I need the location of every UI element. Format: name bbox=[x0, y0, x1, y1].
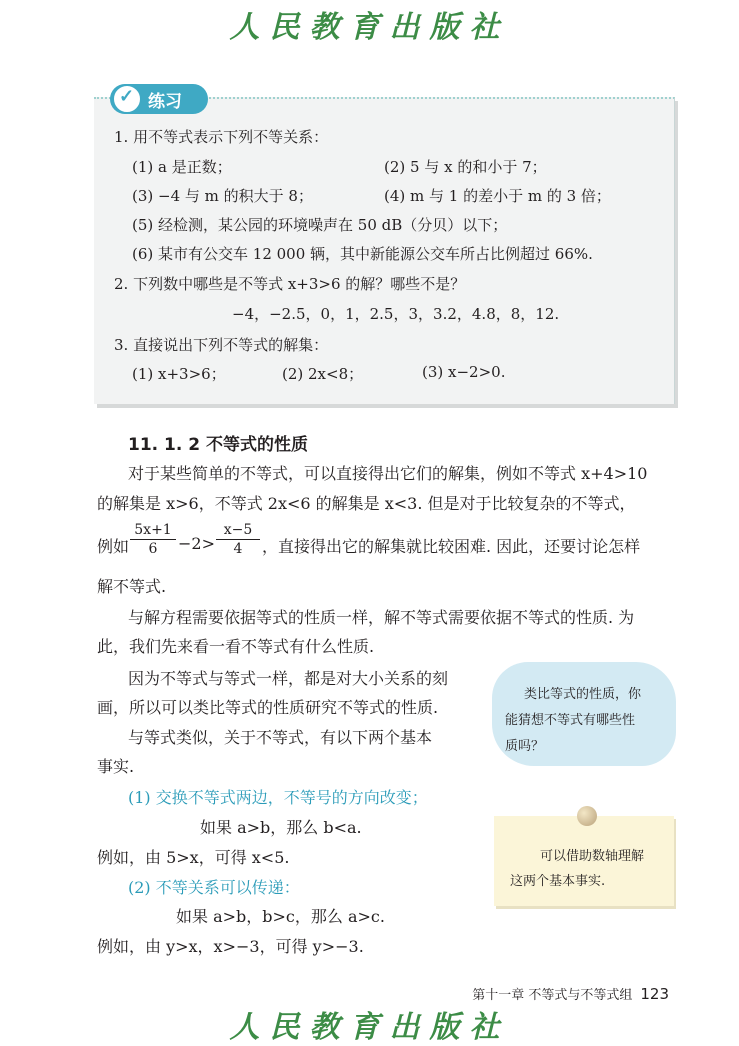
para4-line1: 与等式类似，关于不等式，有以下两个基本 bbox=[128, 728, 433, 747]
fraction-2-numerator: x−5 bbox=[223, 522, 253, 538]
fact1-label: (1) bbox=[128, 788, 156, 807]
fraction-1 bbox=[130, 522, 176, 557]
page-number: 123 bbox=[640, 985, 669, 1003]
exercise-q1-4: (4) m 与 1 的差小于 m 的 3 倍； bbox=[384, 187, 611, 205]
exercise-q3-2: (2) 2x<8； bbox=[282, 365, 364, 383]
fact2-example: 例如，由 y>x，x>−3，可得 y>−3. bbox=[97, 937, 364, 956]
sticky-note-line1: 可以借助数轴理解 bbox=[540, 849, 645, 864]
fact2-formula: 如果 a>b，b>c，那么 a>c. bbox=[176, 907, 385, 926]
para1-line1: 对于某些简单的不等式，可以直接得出它们的解集，例如不等式 x+4>10 bbox=[128, 464, 648, 483]
publisher-logo-bottom: 人民教育出版社 bbox=[229, 1010, 510, 1045]
exercise-q1-1: (1) a 是正数； bbox=[132, 158, 232, 176]
fraction-2 bbox=[216, 522, 260, 557]
exercise-q2: 2. 下列数中哪些是不等式 x+3>6 的解？哪些不是？ bbox=[114, 275, 466, 293]
section-heading: 11. 1. 2 不等式的性质 bbox=[128, 435, 308, 455]
inequality-middle: −2> bbox=[178, 534, 215, 553]
fact2-text: 不等关系可以传递： bbox=[155, 878, 300, 897]
exercise-q1-6: (6) 某市有公交车 12 000 辆，其中新能源公交车所占比例超过 66%. bbox=[132, 245, 593, 263]
cloud-note-line3: 质吗？ bbox=[505, 739, 545, 754]
fraction-1-numerator: 5x+1 bbox=[134, 522, 172, 538]
pin-icon bbox=[577, 806, 597, 826]
fact1-example: 例如，由 5>x，可得 x<5. bbox=[97, 848, 290, 867]
fraction-2-denominator: 4 bbox=[233, 541, 243, 557]
exercise-q2-numbers: −4，−2.5，0，1，2.5，3，3.2，4.8，8，12. bbox=[232, 305, 560, 323]
fact1 bbox=[128, 785, 428, 808]
para3-line1: 因为不等式与等式一样，都是对大小关系的刻 bbox=[128, 669, 449, 688]
fraction-1-denominator: 6 bbox=[148, 541, 158, 557]
chapter-title: 第十一章 不等式与不等式组 bbox=[472, 988, 633, 1003]
para1-line4: 解不等式. bbox=[97, 577, 167, 596]
exercise-q1-2: (2) 5 与 x 的和小于 7； bbox=[384, 158, 547, 176]
para2-line1: 与解方程需要依据等式的性质一样，解不等式需要依据不等式的性质. 为 bbox=[128, 608, 635, 627]
fact1-text: 交换不等式两边，不等号的方向改变； bbox=[155, 788, 428, 807]
exercise-q1: 1. 用不等式表示下列不等关系： bbox=[114, 128, 329, 146]
para2-line2: 此，我们先来看一看不等式有什么性质. bbox=[97, 637, 375, 656]
fact1-formula: 如果 a>b，那么 b<a. bbox=[200, 818, 362, 837]
para4-line2: 事实. bbox=[97, 757, 135, 776]
publisher-logo-top: 人民教育出版社 bbox=[229, 10, 510, 45]
para1-line3-suffix: ，直接得出它的解集就比较困难. 因此，还要讨论怎样 bbox=[262, 537, 641, 556]
exercise-q3: 3. 直接说出下列不等式的解集： bbox=[114, 336, 329, 354]
page-footer bbox=[472, 984, 669, 1003]
exercise-q3-3: (3) x−2>0. bbox=[422, 363, 506, 381]
fact2 bbox=[128, 875, 300, 898]
sticky-note-line2: 这两个基本事实. bbox=[510, 874, 606, 889]
para1-line3-prefix: 例如 bbox=[97, 537, 130, 556]
cloud-note-line1: 类比等式的性质，你 bbox=[524, 687, 642, 702]
exercise-q3-1: (1) x+3>6； bbox=[132, 365, 226, 383]
exercise-tab-label: 练习 bbox=[148, 92, 182, 112]
para1-line2: 的解集是 x>6，不等式 2x<6 的解集是 x<3. 但是对于比较复杂的不等式， bbox=[97, 494, 636, 513]
exercise-q1-3: (3) −4 与 m 的积大于 8； bbox=[132, 187, 313, 205]
fact2-label: (2) bbox=[128, 878, 156, 897]
para3-line2: 画，所以可以类比等式的性质研究不等式的性质. bbox=[97, 698, 439, 717]
check-icon: ✓ bbox=[119, 86, 135, 107]
exercise-q1-5: (5) 经检测，某公园的环境噪声在 50 dB（分贝）以下； bbox=[132, 216, 508, 234]
cloud-note-line2: 能猜想不等式有哪些性 bbox=[505, 713, 636, 728]
